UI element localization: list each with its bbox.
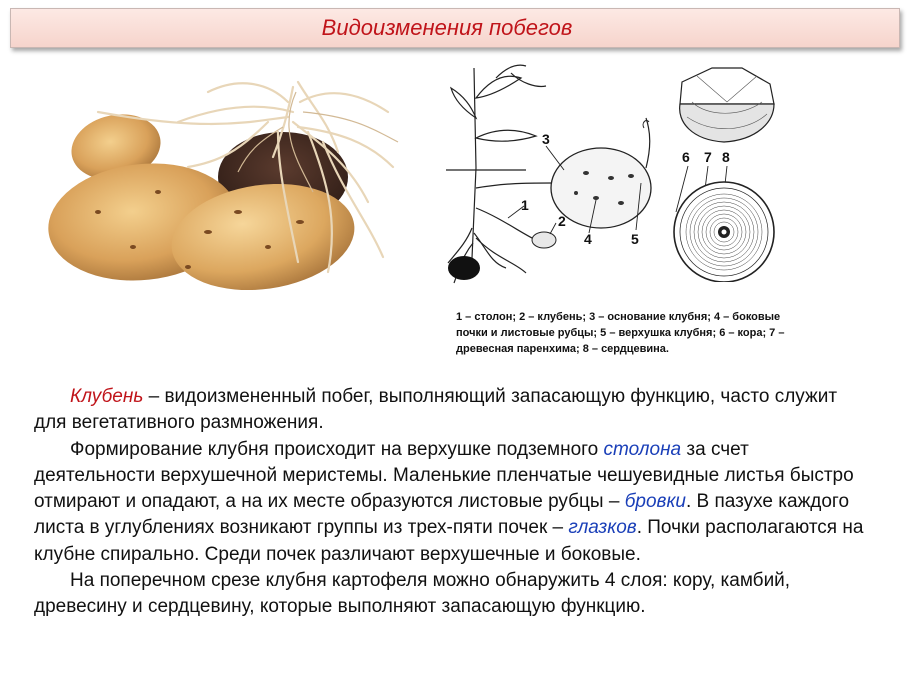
page-title: Видоизменения побегов [321,15,573,40]
tuber-cross-section-diagram [662,62,787,282]
main-text [34,384,874,621]
paragraph-tuber-definition [34,384,874,437]
term-stolon: столона [603,438,682,460]
caption-line: древесная паренхима; 8 – сердцевина. [456,343,669,355]
diagram-label-1: 1 [521,197,529,213]
plant-tuber-diagram [446,58,658,286]
figure-caption [456,309,876,357]
diagram-label-5: 5 [631,231,639,247]
paragraph-text: за счет деятельности верхушечной меристемы. Маленькие пленчатые чешуевидные листья быстро отмирают и опадают, а на их месте образуются листовые рубцы – [34,438,854,513]
diagram-label-8: 8 [722,149,730,165]
paragraph-text: Формирование клубня происходит на верхушке подземного [70,438,604,460]
caption-line: 1 – столон; 2 – клубень; 3 – основание клубня; 4 – боковые [456,311,781,323]
diagram-label-2: 2 [558,213,566,229]
term-brows: бровки [624,491,686,513]
potato-tubers-illustration [38,72,408,292]
diagram-label-6: 6 [682,149,690,165]
paragraph-text: . В пазухе каждого листа в углублениях возникают группы из трех-пяти почек – [34,491,850,539]
paragraph-tuber-formation [34,437,874,568]
paragraph-text: – видоизмененный побег, выполняющий запасающую функцию, часто служит для вегетативного размножения. [34,386,838,434]
caption-line: почки и листовые рубцы; 5 – верхушка клубня; 6 – кора; 7 – [456,327,785,339]
paragraph-text: . Почки располагаются на клубне спирально. Среди почек различают верхушечные и боковые. [34,517,864,565]
paragraph-cross-section [34,568,874,621]
diagram-label-3: 3 [542,131,550,147]
title-bar [10,8,900,48]
diagram-label-7: 7 [704,149,712,165]
term-tuber: Клубень [70,386,144,407]
paragraph-text: На поперечном срезе клубня картофеля можно обнаружить 4 слоя: кору, камбий, древесину и сердцевину, которые выполняют запасающую функцию. [34,570,791,618]
term-eyes: глазков [568,517,637,539]
diagram-label-4: 4 [584,231,592,247]
